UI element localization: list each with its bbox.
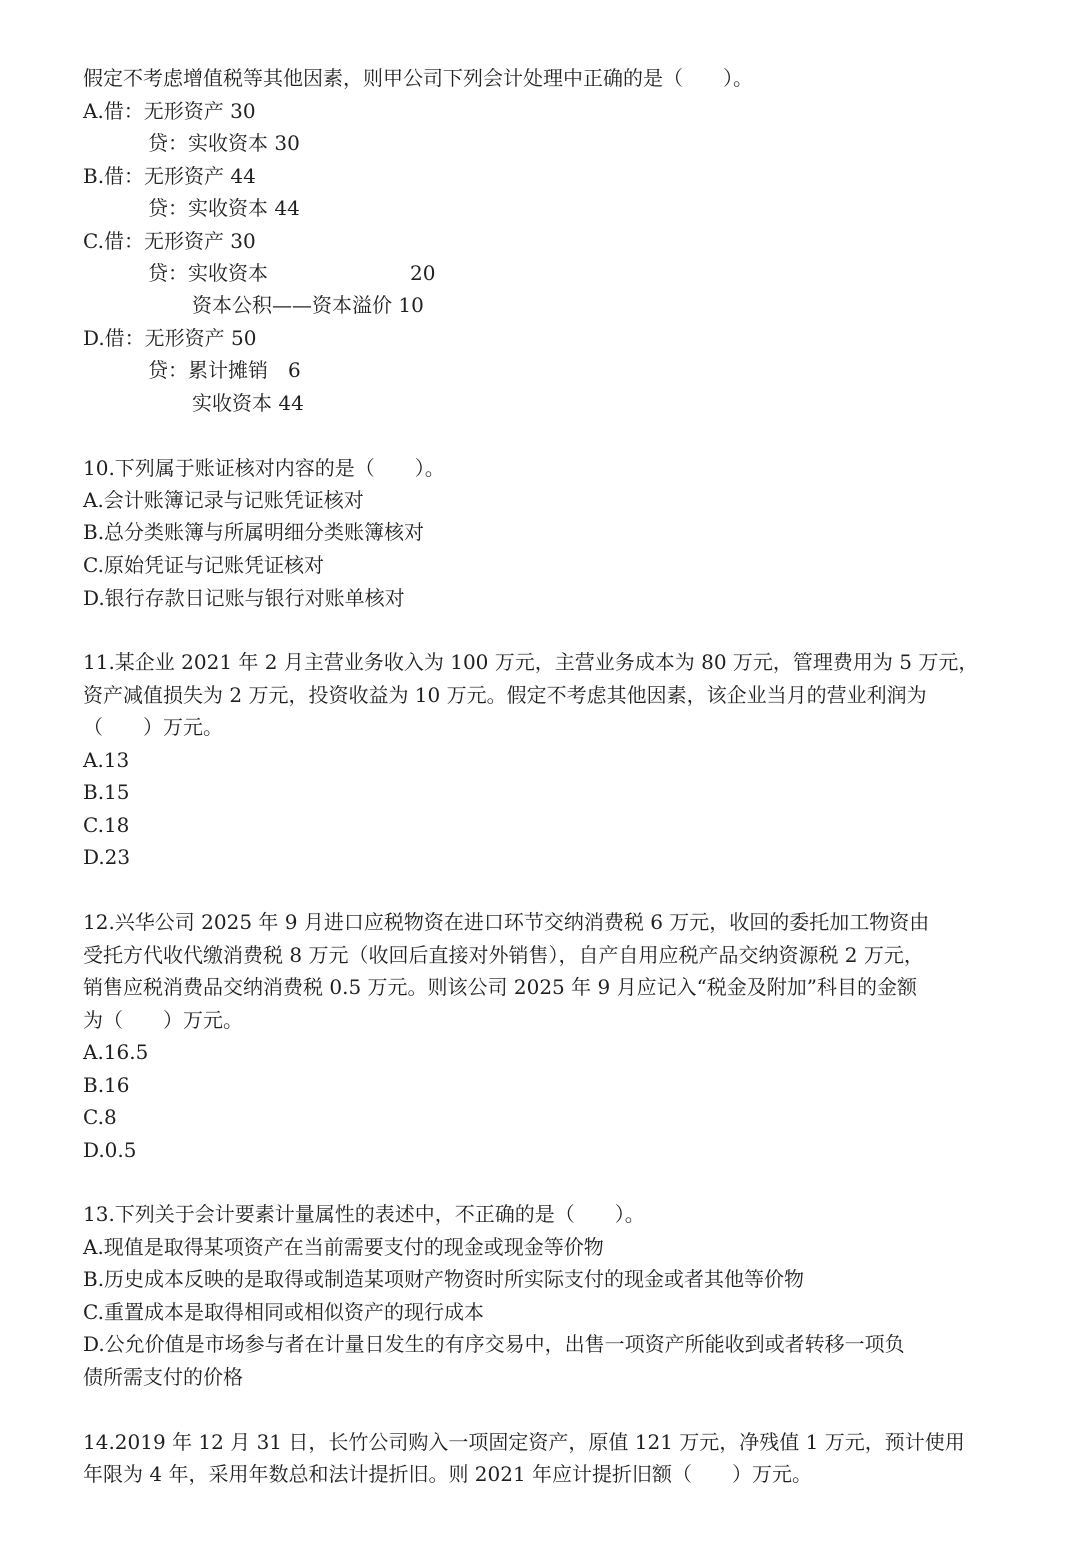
q11-option-a: A.13	[83, 748, 130, 772]
q9-option-c-debit: C.借：无形资产 30	[83, 229, 256, 253]
q10-option-c: C.原始凭证与记账凭证核对	[83, 553, 324, 577]
q12-stem-line-4: 为（ ）万元。	[83, 1008, 243, 1032]
q14-stem-line-1: 14.2019 年 12 月 31 日，长竹公司购入一项固定资产，原值 121 万元，净残值 1 万元，预计使用	[83, 1430, 965, 1454]
q9-option-d-debit: D.借：无形资产 50	[83, 326, 257, 350]
q9-option-c-credit-1-amount: 20	[410, 261, 436, 285]
q12-stem-line-1: 12.兴华公司 2025 年 9 月进口应税物资在进口环节交纳消费税 6 万元，收回的委托加工物资由	[83, 910, 930, 934]
q12-stem-line-3: 销售应税消费品交纳消费税 0.5 万元。则该公司 2025 年 9 月应记入“税金及附加”科目的金额	[83, 975, 918, 999]
q12-option-d: D.0.5	[83, 1138, 137, 1162]
q11-option-b: B.15	[83, 780, 130, 804]
q12-option-a: A.16.5	[83, 1040, 149, 1064]
q9-option-d-credit-1: 贷：累计摊销 6	[148, 358, 301, 382]
q14-stem-line-2: 年限为 4 年，采用年数总和法计提折旧。则 2021 年应计提折旧额（ ）万元。	[83, 1462, 813, 1486]
q12-option-c: C.8	[83, 1105, 117, 1129]
q10-option-d: D.银行存款日记账与银行对账单核对	[83, 586, 405, 610]
q11-option-d: D.23	[83, 845, 131, 869]
q13-option-d-continued: 债所需支付的价格	[83, 1365, 243, 1389]
q10-option-b: B.总分类账簿与所属明细分类账簿核对	[83, 520, 425, 544]
q11-stem-line-2: 资产减值损失为 2 万元，投资收益为 10 万元。假定不考虑其他因素，该企业当月的营业利润为	[83, 683, 927, 707]
q9-option-a-debit: A.借：无形资产 30	[83, 99, 256, 123]
q13-option-c: C.重置成本是取得相同或相似资产的现行成本	[83, 1300, 484, 1324]
q9-option-b-credit: 贷：实收资本 44	[148, 196, 300, 220]
q11-stem-line-3: （ ）万元。	[83, 715, 223, 739]
q9-stem-tail: 假定不考虑增值税等其他因素，则甲公司下列会计处理中正确的是（ ）。	[83, 66, 753, 90]
q13-stem: 13.下列关于会计要素计量属性的表述中，不正确的是（ ）。	[83, 1202, 645, 1226]
q9-option-c-credit-2: 资本公积——资本溢价 10	[192, 293, 424, 317]
q9-option-c-credit-1: 贷：实收资本	[148, 261, 268, 285]
q10-stem: 10.下列属于账证核对内容的是（ ）。	[83, 456, 445, 480]
q13-option-b: B.历史成本反映的是取得或制造某项财产物资时所实际支付的现金或者其他等价物	[83, 1267, 805, 1291]
q12-option-b: B.16	[83, 1073, 130, 1097]
q10-option-a: A.会计账簿记录与记账凭证核对	[83, 488, 364, 512]
q12-stem-line-2: 受托方代收代缴消费税 8 万元（收回后直接对外销售），自产自用应税产品交纳资源税 2 万元，	[83, 943, 924, 967]
q9-option-a-credit: 贷：实收资本 30	[148, 131, 300, 155]
q11-stem-line-1: 11.某企业 2021 年 2 月主营业务收入为 100 万元，主营业务成本为 80 万元，管理费用为 5 万元，	[83, 650, 979, 674]
q13-option-a: A.现值是取得某项资产在当前需要支付的现金或现金等价物	[83, 1235, 604, 1259]
q9-option-b-debit: B.借：无形资产 44	[83, 164, 256, 188]
q13-option-d: D.公允价值是市场参与者在计量日发生的有序交易中，出售一项资产所能收到或者转移一项负	[83, 1332, 905, 1356]
q9-option-d-credit-2: 实收资本 44	[192, 391, 304, 415]
q11-option-c: C.18	[83, 813, 130, 837]
